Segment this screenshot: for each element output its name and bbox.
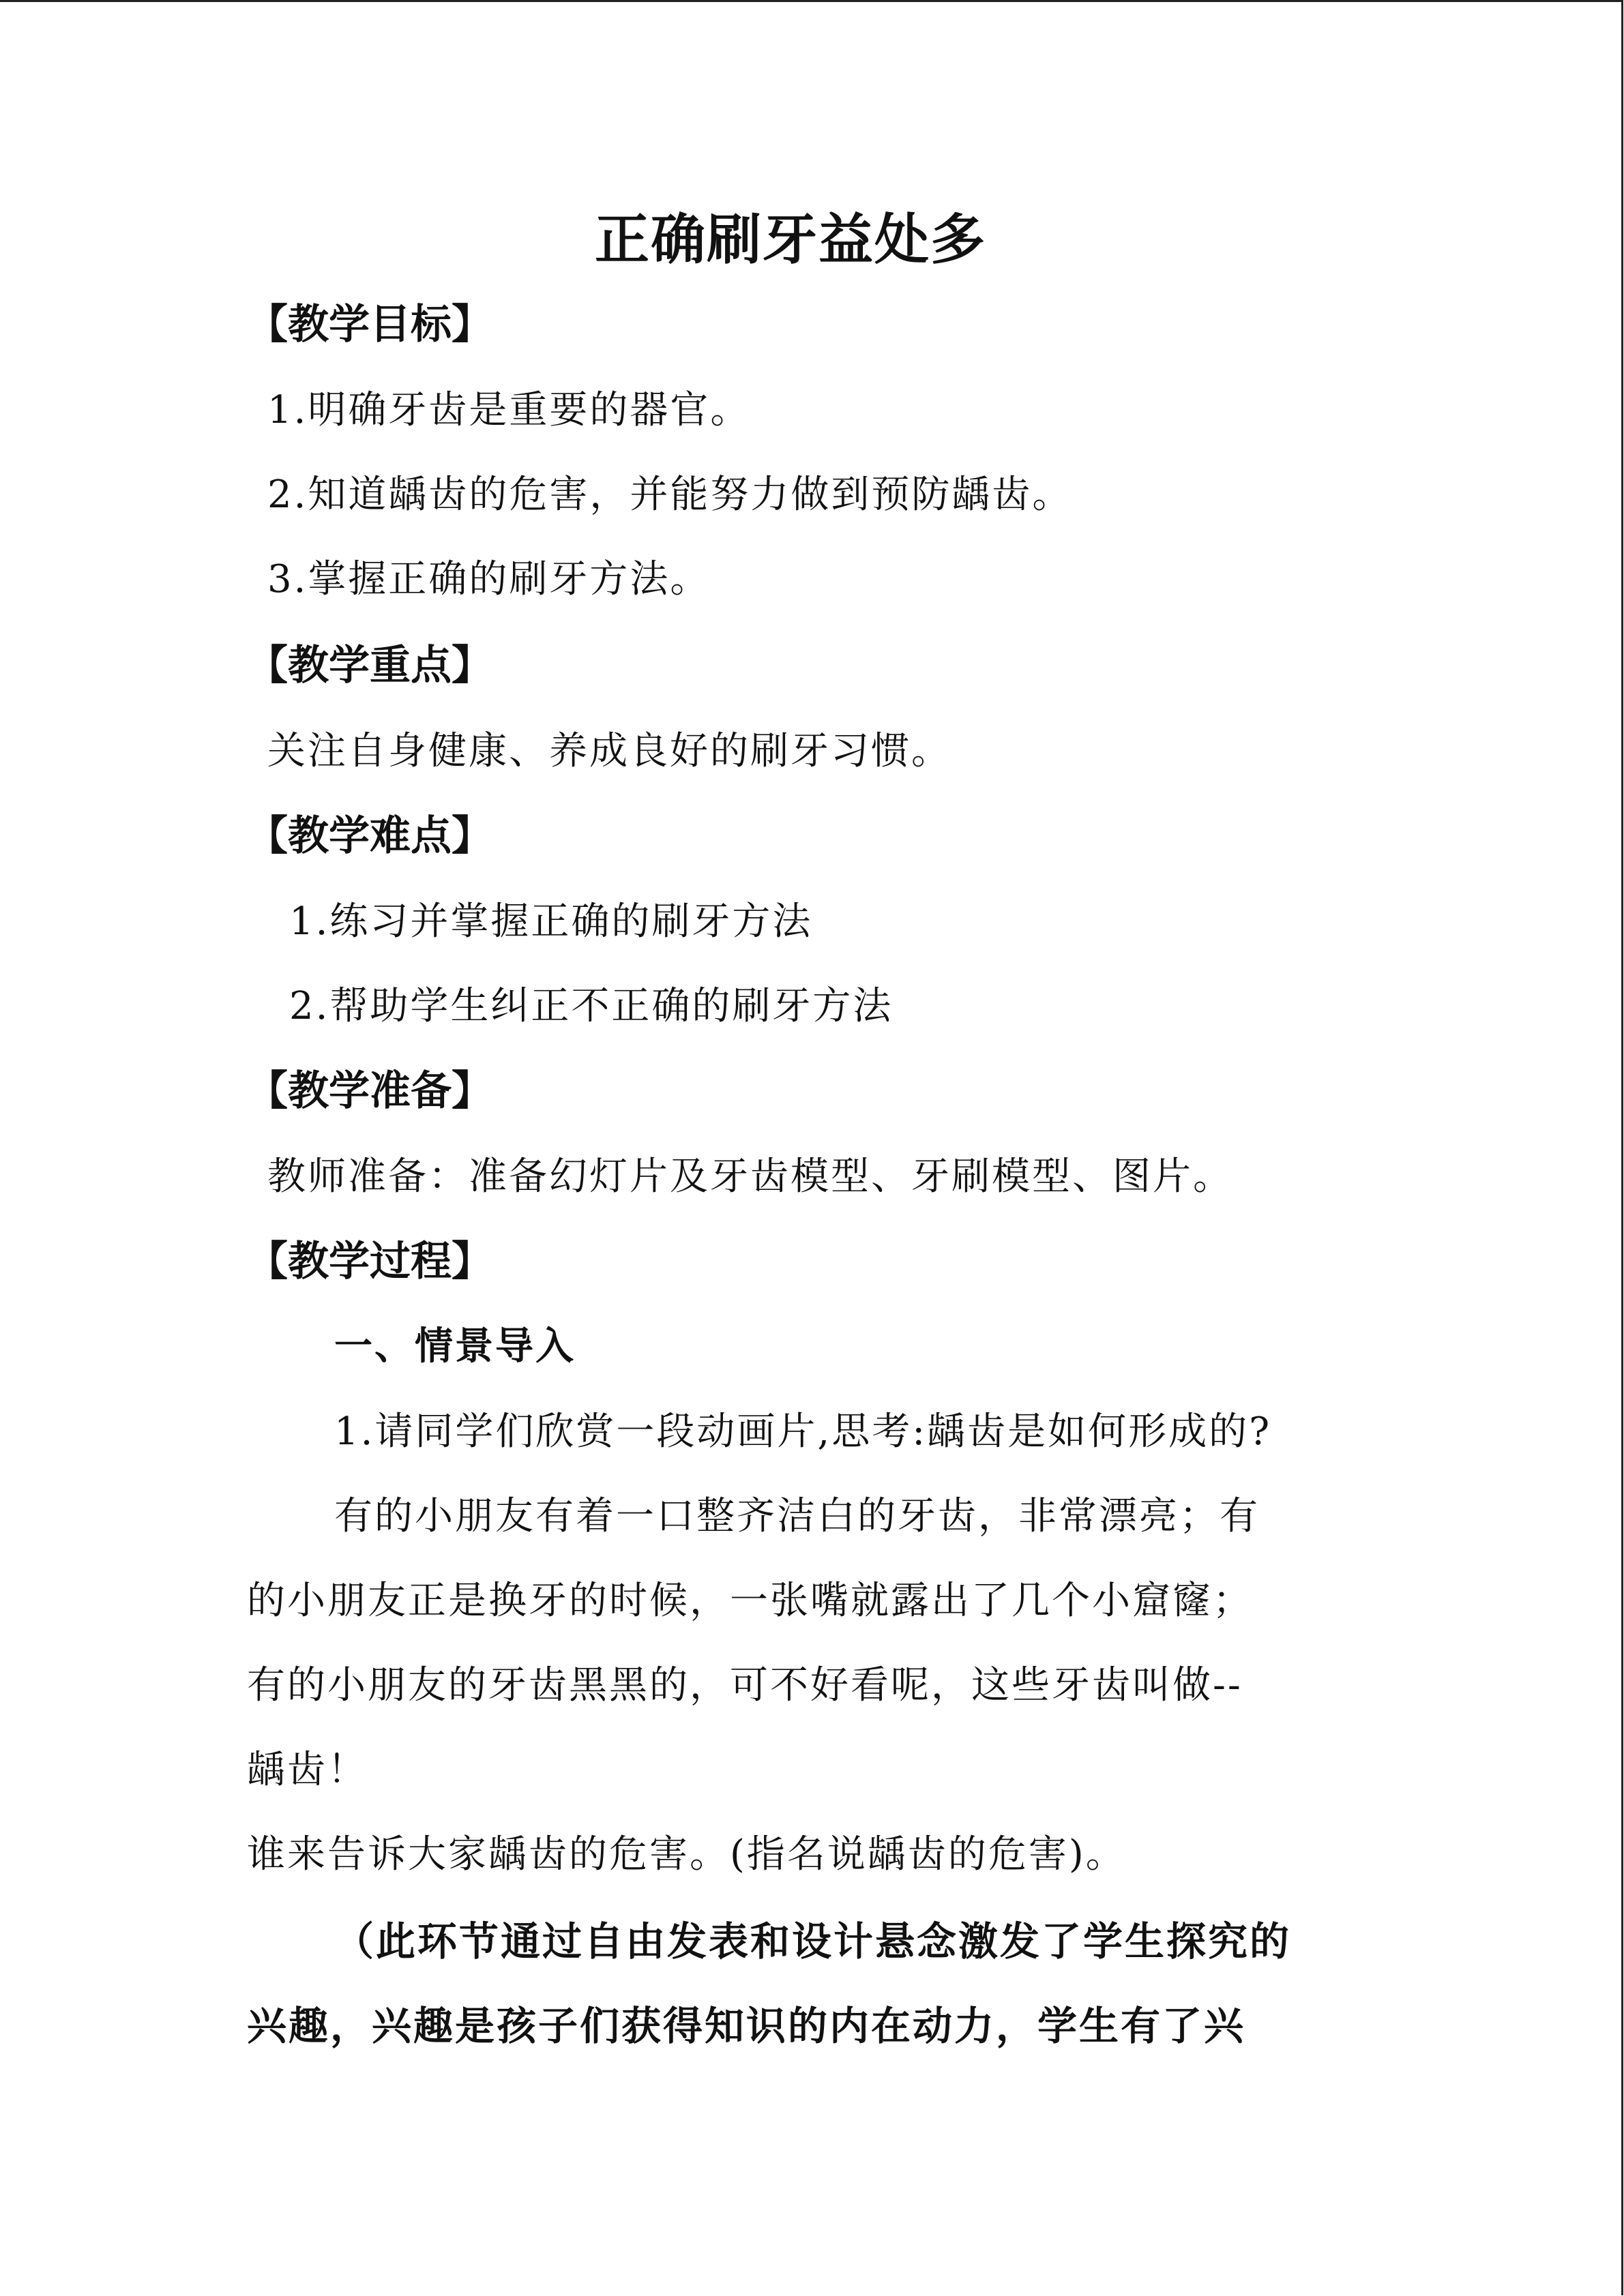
paragraph-line: 1.请同学们欣赏一段动画片,思考:龋齿是如何形成的? bbox=[334, 1410, 1272, 1454]
document-title: 正确刷牙益处多 bbox=[595, 208, 986, 271]
section-title: 一、情景导入 bbox=[334, 1324, 576, 1369]
objective-item: 3.掌握正确的刷牙方法。 bbox=[267, 557, 711, 601]
note-line: 兴趣，兴趣是孩子们获得知识的内在动力，学生有了兴 bbox=[247, 2003, 1246, 2049]
difficulties-heading: 【教学难点】 bbox=[247, 812, 492, 860]
paragraph-line: 的小朋友正是换牙的时候，一张嘴就露出了几个小窟窿； bbox=[247, 1579, 1253, 1623]
paragraph-line: 龋齿！ bbox=[247, 1748, 368, 1792]
key-points-heading: 【教学重点】 bbox=[247, 642, 492, 689]
objective-item: 2.知道龋齿的危害，并能努力做到预防龋齿。 bbox=[267, 473, 1073, 517]
objectives-heading: 【教学目标】 bbox=[247, 301, 492, 348]
preparation-text: 教师准备：准备幻灯片及牙齿模型、牙刷模型、图片。 bbox=[267, 1154, 1233, 1199]
paragraph-line: 有的小朋友有着一口整齐洁白的牙齿，非常漂亮；有 bbox=[334, 1494, 1260, 1538]
key-points-text: 关注自身健康、养成良好的刷牙习惯。 bbox=[267, 729, 951, 773]
paragraph-line: 有的小朋友的牙齿黑黑的，可不好看呢，这些牙齿叫做-- bbox=[247, 1663, 1243, 1708]
difficulty-item: 2.帮助学生纠正不正确的刷牙方法 bbox=[289, 984, 894, 1028]
paragraph-line: 谁来告诉大家龋齿的危害。(指名说龋齿的危害)。 bbox=[247, 1832, 1126, 1877]
note-line: （此环节通过自由发表和设计悬念激发了学生探究的 bbox=[334, 1918, 1292, 1965]
difficulty-item: 1.练习并掌握正确的刷牙方法 bbox=[289, 899, 813, 944]
process-heading: 【教学过程】 bbox=[247, 1238, 492, 1285]
preparation-heading: 【教学准备】 bbox=[247, 1067, 492, 1115]
objective-item: 1.明确牙齿是重要的器官。 bbox=[267, 388, 751, 432]
